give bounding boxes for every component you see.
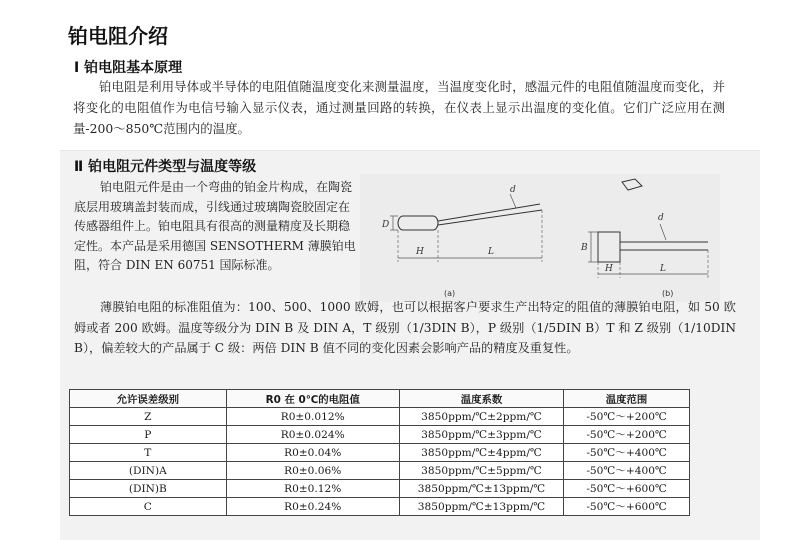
table-row (70, 426, 690, 444)
cell-range: -50℃～+600℃ (564, 498, 690, 516)
cell-class: C (70, 498, 227, 516)
label-L-a: L (488, 247, 494, 257)
cell-r0: R0±0.24% (226, 498, 399, 516)
label-d-b: d (658, 213, 664, 223)
label-L-b: L (660, 264, 666, 274)
cell-class: T (70, 444, 227, 462)
section-types-heading: Ⅱ 铂电阻元件类型与温度等级 (74, 159, 257, 175)
table-row (70, 498, 690, 516)
caption-a: (a) (444, 289, 456, 298)
cell-r0: R0±0.06% (226, 462, 399, 480)
cell-r0: R0±0.12% (226, 480, 399, 498)
col-header-r0: R0 在 0℃的电阻值 (226, 390, 399, 408)
cell-r0: R0±0.04% (226, 444, 399, 462)
table-header-row (70, 390, 690, 408)
cell-range: -50℃～+400℃ (564, 462, 690, 480)
cell-class: Z (70, 408, 227, 426)
cell-range: -50℃～+200℃ (564, 426, 690, 444)
cell-coefficient: 3850ppm/℃±4ppm/℃ (399, 444, 563, 462)
col-header-range: 温度范围 (564, 390, 690, 408)
caption-b: (b) (662, 289, 674, 298)
cell-coefficient: 3850ppm/℃±13ppm/℃ (399, 498, 563, 516)
label-H-a: H (416, 247, 424, 257)
cell-coefficient: 3850ppm/℃±13ppm/℃ (399, 480, 563, 498)
cell-coefficient: 3850ppm/℃±3ppm/℃ (399, 426, 563, 444)
label-D: D (382, 220, 390, 230)
page-title: 铂电阻介绍 (68, 24, 168, 48)
section-principle-text: 铂电阻是利用导体或半导体的电阻值随温度变化来测量温度，当温度变化时，感温元件的电阻值随温度而变化，并将变化的电阻值作为电信号输入显示仪表，通过测量回路的转换，在仪表上显示出温度的变化值。它们广泛应用在测量-200～850℃范围内的温度。 (73, 79, 725, 136)
cell-coefficient: 3850ppm/℃±2ppm/℃ (399, 408, 563, 426)
table-row (70, 444, 690, 462)
section-principle-heading: Ⅰ 铂电阻基本原理 (74, 60, 183, 76)
cell-class: (DIN)B (70, 480, 227, 498)
cell-r0: R0±0.012% (226, 408, 399, 426)
section-principle (0, 52, 790, 144)
col-header-coefficient: 温度系数 (399, 390, 563, 408)
section-types-intro: 铂电阻元件是由一个弯曲的铂金片构成，在陶瓷底层用玻璃盖封装而成，引线通过玻璃陶瓷胶固定在传感器组件上。铂电阻具有很高的测量精度及长期稳定性。本产品是采用德国 SENSOTHERM 薄膜铂电阻，符合 DIN EN 60751 国际标准。 (74, 180, 356, 273)
cell-range: -50℃～+600℃ (564, 480, 690, 498)
label-d-a: d (510, 185, 516, 195)
tolerance-table (69, 389, 690, 516)
table-row (70, 408, 690, 426)
cell-r0: R0±0.024% (226, 426, 399, 444)
label-B: B (581, 243, 588, 253)
cell-coefficient: 3850ppm/℃±5ppm/℃ (399, 462, 563, 480)
cell-range: -50℃～+400℃ (564, 444, 690, 462)
table-row (70, 462, 690, 480)
col-header-class: 允许误差级别 (70, 390, 227, 408)
sensor-dimension-figure (360, 174, 720, 302)
table-row (70, 480, 690, 498)
label-H-b: H (605, 264, 613, 274)
section-types-standard: 薄膜铂电阻的标准阻值为：100、500、1000 欧姆，也可以根据客户要求生产出特定的阻值的薄膜铂电阻，如 50 欧姆或者 200 欧姆。温度等级分为 DIN B 及 DIN A，T 级别（1/3DIN B），P 级别（1/5DIN B）T 和 Z 级别（1/10DIN B），偏差较大的产品属于 C 级：两倍 DIN B 值不同的变化因素会影响产品的精度及重复性。 (74, 300, 736, 355)
cell-range: -50℃～+200℃ (564, 408, 690, 426)
cell-class: (DIN)A (70, 462, 227, 480)
cell-class: P (70, 426, 227, 444)
